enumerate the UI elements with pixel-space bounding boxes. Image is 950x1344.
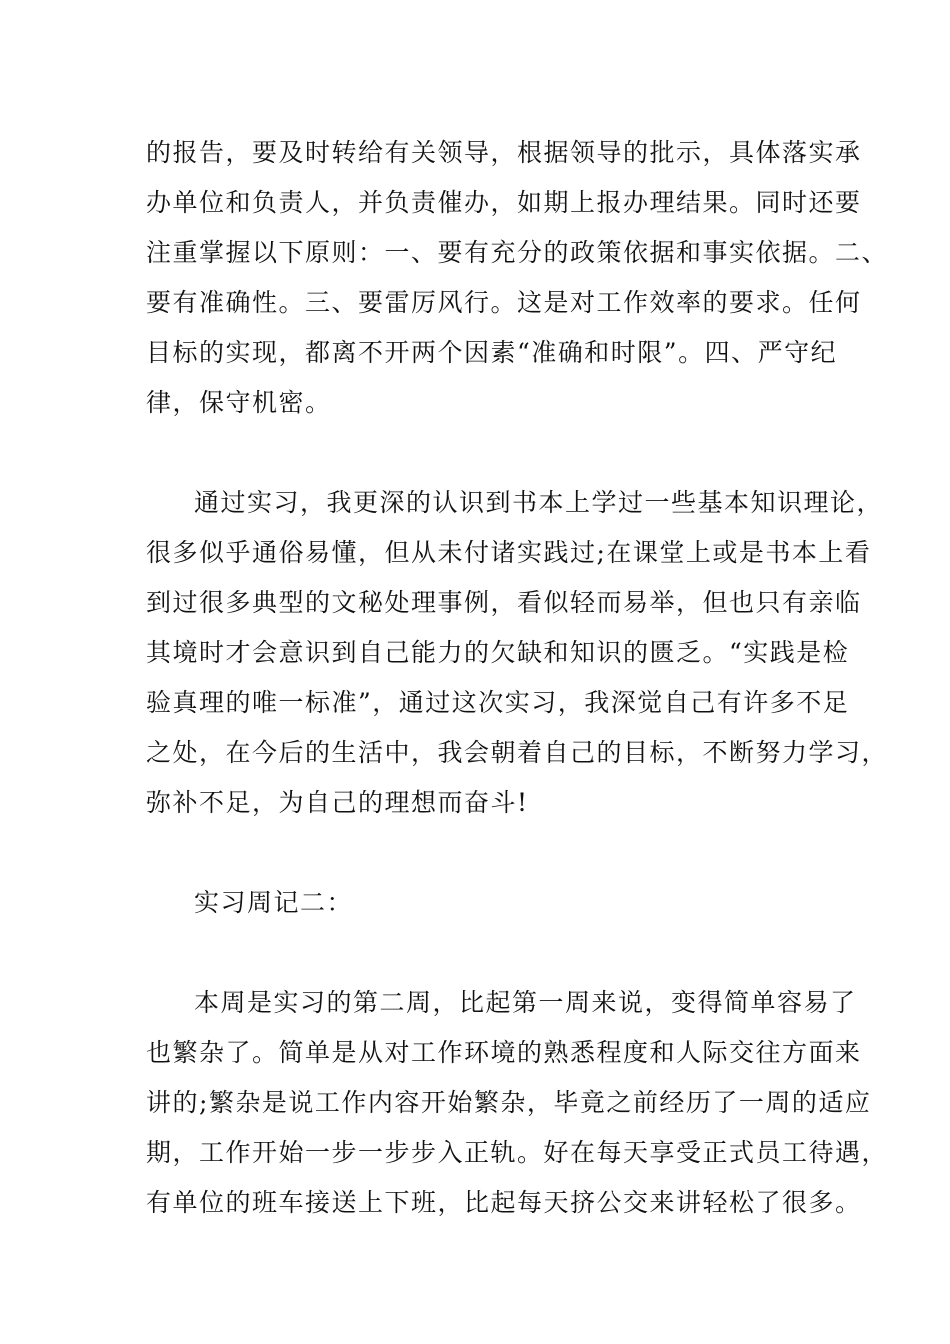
paragraph-reflection [146,478,889,828]
text-line: 弥补不足，为自己的理想而奋斗! [146,788,529,817]
text-line: 期，工作开始一步一步步入正轨。好在每天享受正式员工待遇， [146,1138,889,1167]
text-line: 之处，在今后的生活中，我会朝着自己的目标，不断努力学习， [146,738,889,767]
text-line: 注重掌握以下原则：一、要有充分的政策依据和事实依据。二、 [146,238,889,267]
text-line: 办单位和负责人，并负责催办，如期上报办理结果。同时还要 [146,188,862,217]
text-line: 律，保守机密。 [146,388,332,417]
paragraph-gap [146,828,836,878]
text-line: 目标的实现，都离不开两个因素“准确和时限”。四、严守纪 [146,338,838,367]
document-body [146,128,889,1228]
text-line: 有单位的班车接送上下班，比起每天挤公交来讲轻松了很多。 [146,1188,862,1217]
text-line: 要有准确性。三、要雷厉风行。这是对工作效率的要求。任何 [146,288,862,317]
text-line: 的报告，要及时转给有关领导，根据领导的批示，具体落实承 [146,138,862,167]
text-line: 很多似乎通俗易懂，但从未付诸实践过;在课堂上或是书本上看 [146,538,872,567]
heading-line: 实习周记二： [194,888,354,917]
section-heading [146,878,836,928]
text-line: 通过实习，我更深的认识到书本上学过一些基本知识理论， [194,488,884,517]
text-line: 其境时才会意识到自己能力的欠缺和知识的匮乏。“实践是检 [146,638,850,667]
paragraph-gap [146,428,836,478]
text-line: 验真理的唯一标准”，通过这次实习，我深觉自己有许多不足 [146,688,850,717]
text-line: 讲的;繁杂是说工作内容开始繁杂，毕竟之前经历了一周的适应 [146,1088,872,1117]
paragraph-duties [146,128,889,428]
text-line: 本周是实习的第二周，比起第一周来说，变得简单容易了 [194,988,857,1017]
paragraph-gap [146,928,836,978]
text-line: 到过很多典型的文秘处理事例，看似轻而易举，但也只有亲临 [146,588,862,617]
text-line: 也繁杂了。简单是从对工作环境的熟悉程度和人际交往方面来 [146,1038,862,1067]
paragraph-week-two [146,978,889,1228]
